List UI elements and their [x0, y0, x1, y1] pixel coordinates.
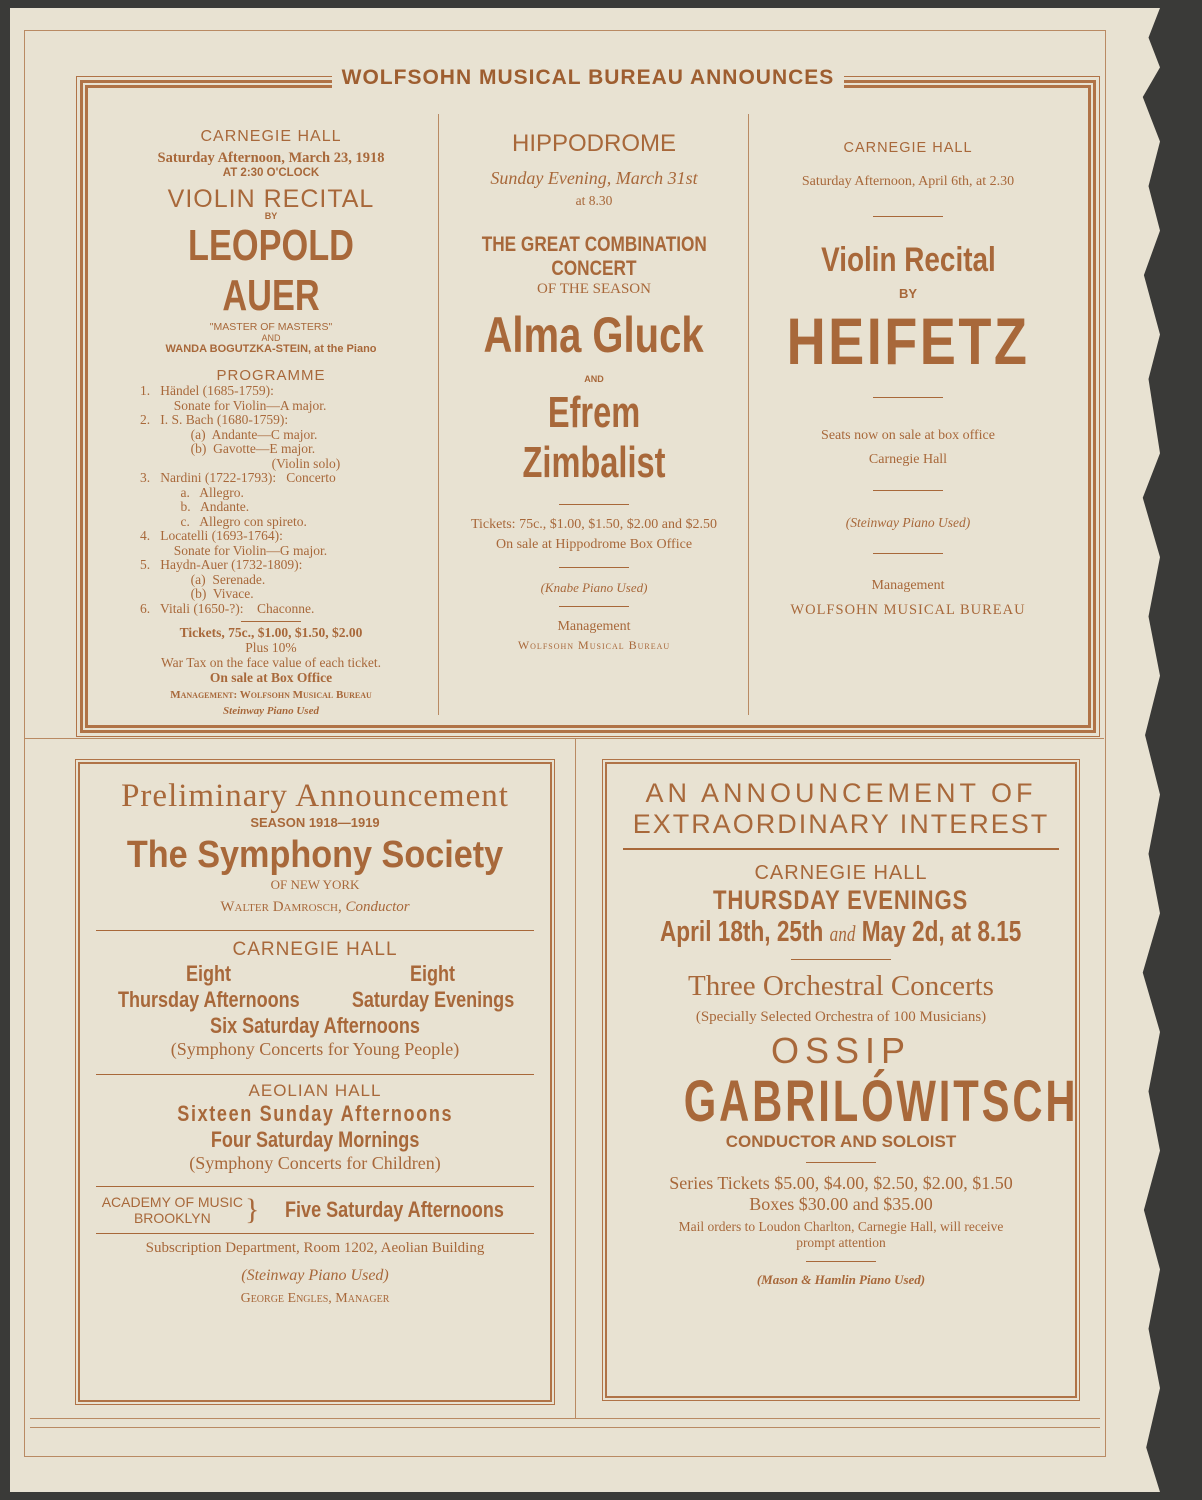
thursday-afternoons: Thursday Afternoons [117, 987, 300, 1012]
programme-line: a. Allegro. [140, 484, 244, 500]
hippodrome-tickets: Tickets: 75c., $1.00, $1.50, $2.00 and $2.50 [470, 517, 718, 532]
heifetz-by: BY [898, 286, 918, 301]
programme-line: Sonate for Violin—A major. [140, 397, 327, 413]
divider [791, 959, 891, 960]
carnegie-series [80, 961, 550, 1013]
gabrilowitsch-ad [605, 762, 1077, 1398]
divider [559, 606, 629, 607]
sixteen-sunday: Sixteen Sunday Afternoons [177, 1101, 453, 1126]
manager: George Engles, Manager [240, 1291, 390, 1306]
heifetz-mgmt1: Management [871, 578, 945, 593]
programme-line: (b) Vivace. [140, 586, 254, 601]
divider [806, 1261, 876, 1262]
and-word: AND [584, 374, 604, 384]
knabe-piano: (Knabe Piano Used) [540, 580, 648, 595]
programme-title: PROGRAMME [216, 367, 326, 384]
heifetz-seats1: Seats now on sale at box office [821, 428, 995, 443]
eight-label: Eight [186, 961, 232, 986]
divider [873, 553, 943, 554]
auer-date: Saturday Afternoon, March 23, 1918 [157, 150, 385, 166]
hippodrome-mgmt2: Wolfsohn Musical Bureau [517, 638, 671, 652]
mail-orders2: prompt attention [796, 1235, 886, 1250]
programme-line: Sonate for Violin—G major. [140, 542, 328, 558]
divider [96, 930, 534, 931]
first-name: OSSIP [770, 1030, 912, 1071]
dates-a: April 18th, 25th [660, 916, 824, 948]
heifetz-seats2: Carnegie Hall [868, 452, 948, 467]
conductor-name: Walter Damrosch, [220, 899, 342, 915]
divider [873, 490, 943, 491]
divider [96, 1233, 534, 1234]
venue-aeolian: AEOLIAN HALL [248, 1081, 382, 1100]
programme-line: 6. Vitali (1650-?): Chaconne. [140, 600, 315, 616]
divider [241, 621, 301, 622]
divider [96, 1074, 534, 1075]
five-saturday: Five Saturday Afternoons [285, 1197, 505, 1222]
auer-tax2: War Tax on the face value of each ticket. [161, 655, 381, 670]
dates-b: May 2d, at 8.15 [862, 916, 1022, 948]
eight-label: Eight [410, 961, 456, 986]
subscription-dept: Subscription Department, Room 1202, Aeolian Building [145, 1240, 485, 1256]
right-venue: CARNEGIE HALL [754, 862, 928, 884]
mason-hamlin-piano: (Mason & Hamlin Piano Used) [756, 1272, 926, 1287]
conductor-role: Conductor [345, 899, 410, 915]
gluck-zimbalist-column [438, 114, 749, 715]
six-saturday: Six Saturday Afternoons [210, 1013, 420, 1038]
combination-line1: THE GREAT COMBINATION [481, 233, 707, 256]
children-concerts: (Symphony Concerts for Children) [189, 1153, 441, 1173]
auer-tax1: Plus 10% [245, 640, 297, 655]
hippodrome-time: at 8.30 [575, 193, 613, 208]
academy-line2: BROOKLYN [133, 1210, 211, 1226]
heifetz-event: Violin Recital [820, 241, 996, 279]
heifetz-artist: HEIFETZ [786, 304, 1030, 378]
hippodrome-venue: HIPPODROME [511, 130, 676, 157]
auer-epithet: "MASTER OF MASTERS" [209, 321, 333, 333]
programme-line: 2. I. S. Bach (1680-1759): [140, 412, 289, 427]
artist-gluck: Alma Gluck [483, 307, 705, 363]
auer-venue: CARNEGIE HALL [200, 128, 342, 145]
academy-venue [102, 1194, 243, 1226]
announcement-head1: AN ANNOUNCEMENT OF [645, 778, 1037, 808]
programme-line: (a) Andante—C major. [140, 426, 318, 442]
saturday-evenings: Saturday Evenings [351, 987, 515, 1012]
thursday-evenings: THURSDAY EVENINGS [713, 885, 969, 915]
programme-line: 4. Locatelli (1693-1764): [140, 528, 283, 543]
auer-tickets: Tickets, 75c., $1.00, $1.50, $2.00 [179, 625, 363, 640]
auer-and: AND [261, 333, 281, 343]
brace: } [245, 1193, 260, 1226]
symphony-society-ad [78, 762, 552, 1402]
heifetz-venue: CARNEGIE HALL [843, 140, 973, 156]
divider [559, 504, 629, 505]
combination-line3: OF THE SEASON [537, 281, 651, 297]
series-tickets: Series Tickets $5.00, $4.00, $2.50, $2.00, $1.50 [669, 1173, 1013, 1193]
auer-time: AT 2:30 O'CLOCK [222, 167, 320, 179]
three-concerts: Three Orchestral Concerts [688, 970, 994, 1002]
combination-line2: CONCERT [551, 257, 637, 280]
heifetz-column [748, 114, 1067, 715]
selected-orchestra: (Specially Selected Orchestra of 100 Musicians) [695, 1009, 987, 1025]
auer-event: VIOLIN RECITAL [167, 185, 375, 213]
divider [873, 397, 943, 398]
divider [623, 848, 1059, 850]
auer-sale: On sale at Box Office [209, 670, 333, 685]
divider [873, 216, 943, 217]
auer-by: BY [264, 211, 278, 221]
header-text: WOLFSOHN MUSICAL BUREAU ANNOUNCES [332, 66, 845, 89]
auer-column [106, 114, 436, 715]
bottom-band [30, 1418, 1100, 1428]
artist-zimbalist: Efrem Zimbalist [522, 388, 666, 487]
column-divider [575, 738, 576, 1418]
section-divider [24, 738, 1104, 739]
wolfsohn-header [88, 66, 1088, 90]
steinway-piano: (Steinway Piano Used) [241, 1267, 389, 1284]
boxes: Boxes $30.00 and $35.00 [749, 1194, 933, 1214]
programme-line: 3. Nardini (1722-1793): Concerto [140, 470, 336, 485]
auer-management: Management: Wolfsohn Musical Bureau [170, 689, 372, 701]
wolfsohn-ad-frame [80, 66, 1096, 733]
conductor-soloist: CONDUCTOR AND SOLOIST [725, 1132, 957, 1151]
venue-carnegie: CARNEGIE HALL [232, 939, 398, 960]
young-people: (Symphony Concerts for Young People) [170, 1039, 460, 1059]
academy-row [80, 1193, 550, 1227]
heifetz-piano: (Steinway Piano Used) [845, 515, 971, 530]
announcement-head2: EXTRAORDINARY INTEREST [632, 809, 1050, 839]
heifetz-mgmt2: WOLFSOHN MUSICAL BUREAU [790, 602, 1026, 618]
programme-line: (Violin solo) [140, 455, 341, 471]
heifetz-date: Saturday Afternoon, April 6th, at 2.30 [801, 174, 1015, 189]
season: SEASON 1918—1919 [250, 815, 380, 830]
auer-piano: Steinway Piano Used [223, 705, 319, 717]
org-city: OF NEW YORK [270, 877, 360, 892]
last-name: GABRILÓWITSCH [683, 1069, 1079, 1134]
programme-line: 5. Haydn-Auer (1732-1809): [140, 557, 303, 572]
divider [559, 567, 629, 568]
programme-line: (b) Gavotte—E major. [140, 441, 316, 456]
org-name: The Symphony Society [126, 834, 504, 876]
divider [96, 1186, 534, 1187]
divider [806, 1162, 876, 1163]
hippodrome-date: Sunday Evening, March 31st [490, 168, 698, 188]
four-saturday: Four Saturday Mornings [210, 1127, 420, 1152]
auer-pianist: WANDA BOGUTZKA-STEIN, at the Piano [165, 343, 377, 355]
dates-and: and [829, 921, 856, 946]
hippodrome-sale: On sale at Hippodrome Box Office [495, 537, 693, 552]
academy-line1: ACADEMY OF MUSIC [101, 1194, 243, 1210]
hippodrome-mgmt1: Management [557, 619, 631, 634]
programme-line: 1. Händel (1685-1759): [140, 383, 274, 398]
preliminary-title: Preliminary Announcement [121, 778, 509, 814]
mail-orders1: Mail orders to Loudon Charlton, Carnegie Hall, will receive [678, 1219, 1004, 1234]
programme-line: b. Andante. [140, 499, 250, 514]
auer-artist: LEOPOLD AUER [188, 221, 354, 320]
programme-list [106, 384, 436, 616]
programme-line: (a) Serenade. [140, 571, 266, 587]
programme-line: c. Allegro con spireto. [140, 513, 307, 529]
